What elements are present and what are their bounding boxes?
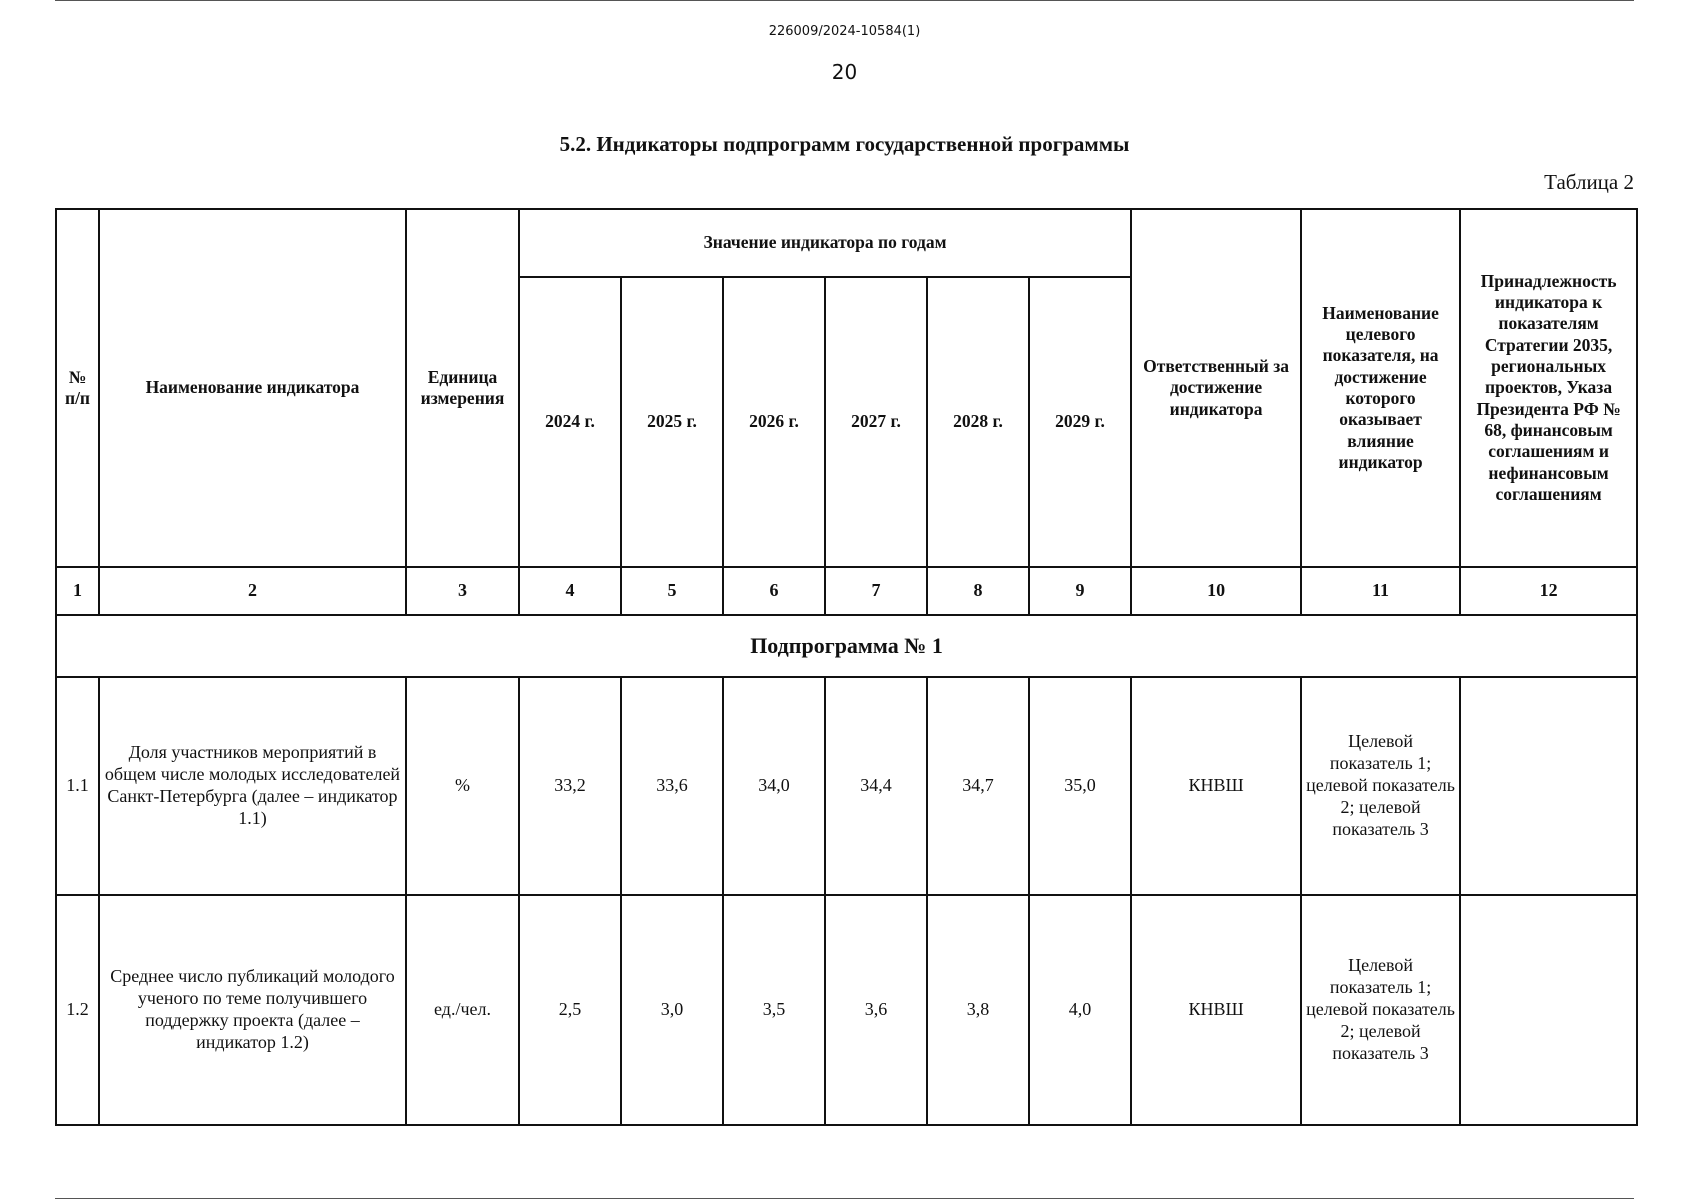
indicator-value: 3,8 [927,895,1029,1125]
indicator-value: 33,2 [519,677,621,895]
header-num: № п/п [56,209,99,567]
column-number-row [56,567,1637,615]
column-number: 12 [1460,567,1637,615]
page-number: 20 [831,60,858,84]
responsible-body: КНВШ [1131,895,1301,1125]
indicator-value: 3,0 [621,895,723,1125]
indicator-value: 34,7 [927,677,1029,895]
column-number: 3 [406,567,519,615]
column-number: 11 [1301,567,1460,615]
indicators-table [55,208,1638,1126]
indicator-value: 4,0 [1029,895,1131,1125]
scan-top-edge [55,0,1634,1]
row-number: 1.1 [56,677,99,895]
header-year: 2029 г. [1029,277,1131,567]
indicator-unit: % [406,677,519,895]
target-indicator: Целевой показатель 1; целевой показатель 2; целевой показатель 3 [1301,677,1460,895]
indicator-value: 35,0 [1029,677,1131,895]
column-number: 10 [1131,567,1301,615]
table-label: Таблица 2 [1544,170,1634,194]
indicator-name: Доля участников мероприятий в общем числе молодых исследователей Санкт-Петербурга (далее – индикатор 1.1) [99,677,406,895]
header-unit: Единица измерения [406,209,519,567]
responsible-body: КНВШ [1131,677,1301,895]
header-year: 2024 г. [519,277,621,567]
column-number: 4 [519,567,621,615]
header-year: 2028 г. [927,277,1029,567]
column-number: 8 [927,567,1029,615]
indicator-value: 34,4 [825,677,927,895]
belonging-cell [1460,895,1637,1125]
subprogram-title: Подпрограмма № 1 [56,615,1637,677]
column-number: 9 [1029,567,1131,615]
header-row [56,209,1637,277]
document-reference: 226009/2024-10584(1) [768,24,921,39]
header-belonging: Принадлежность индикатора к показателям Стратегии 2035, региональных проектов, Указа Президента РФ № 68, финансовым соглашениям и нефинансовым соглашениям [1460,209,1637,567]
row-number: 1.2 [56,895,99,1125]
header-year: 2025 г. [621,277,723,567]
table-row [56,677,1637,895]
table-row [56,895,1637,1125]
column-number: 5 [621,567,723,615]
belonging-cell [1460,677,1637,895]
target-indicator: Целевой показатель 1; целевой показатель 2; целевой показатель 3 [1301,895,1460,1125]
column-number: 6 [723,567,825,615]
scan-bottom-edge [55,1198,1634,1199]
header-values-by-year: Значение индикатора по годам [519,209,1131,277]
header-year: 2026 г. [723,277,825,567]
header-indicator-name: Наименование индикатора [99,209,406,567]
header-responsible: Ответственный за достижение индикатора [1131,209,1301,567]
indicator-name: Среднее число публикаций молодого ученого по теме получившего поддержку проекта (далее – индикатор 1.2) [99,895,406,1125]
section-title: 5.2. Индикаторы подпрограмм государственной программы [559,132,1130,156]
indicator-value: 34,0 [723,677,825,895]
column-number: 1 [56,567,99,615]
header-year: 2027 г. [825,277,927,567]
header-target-indicator: Наименование целевого показателя, на достижение которого оказывает влияние индикатор [1301,209,1460,567]
column-number: 2 [99,567,406,615]
indicator-value: 3,6 [825,895,927,1125]
indicator-value: 33,6 [621,677,723,895]
column-number: 7 [825,567,927,615]
indicator-unit: ед./чел. [406,895,519,1125]
subprogram-row [56,615,1637,677]
indicator-value: 3,5 [723,895,825,1125]
indicator-value: 2,5 [519,895,621,1125]
